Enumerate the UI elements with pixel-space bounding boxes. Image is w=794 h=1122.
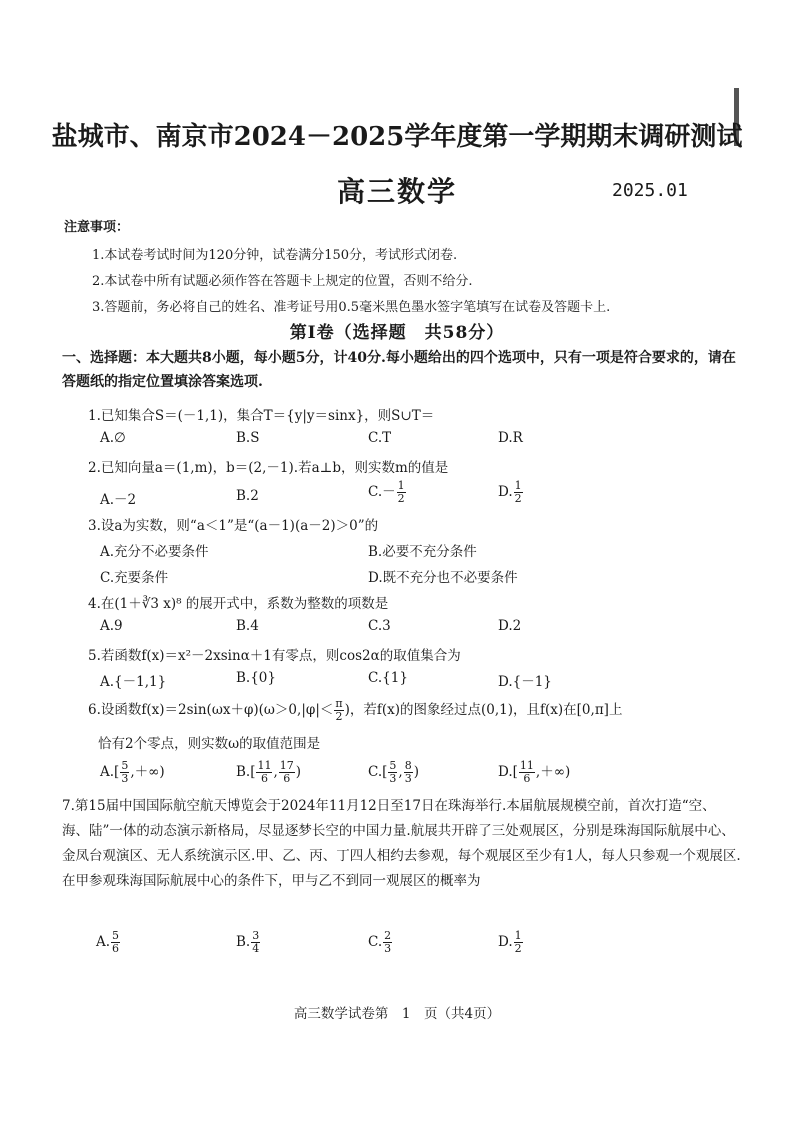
numerator: 5	[112, 929, 120, 942]
q3-option-a: A.充分不必要条件	[100, 544, 209, 560]
fraction	[388, 760, 397, 785]
tail: ,＋∞)	[535, 764, 571, 780]
q2-option-c-prefix: C.－	[368, 484, 396, 500]
numerator: 5	[121, 759, 129, 772]
denominator: 4	[252, 942, 260, 955]
denominator: 6	[283, 772, 291, 785]
q4-option-d: D.2	[498, 618, 522, 634]
q3-option-c: C.充要条件	[100, 570, 169, 586]
question-5-stem: 5.若函数f(x)＝x²－2xsinα＋1有零点，则cos2α的取值集合为	[88, 648, 461, 664]
numerator: 2	[384, 929, 392, 942]
q6-stem-a: 6.设函数f(x)＝2sin(ωx＋φ)(ω＞0,|φ|＜	[88, 702, 334, 718]
label: B.	[236, 934, 251, 950]
exam-date: 2025.01	[612, 180, 688, 201]
q4-option-b: B.4	[236, 618, 259, 634]
bracket: C.[	[368, 764, 388, 780]
q2-option-d	[498, 480, 524, 505]
label: C.	[368, 934, 383, 950]
question-4-stem: 4.在(1＋∛3 x)⁸ 的展开式中，系数为整数的项数是	[88, 596, 389, 612]
numerator: π	[335, 697, 343, 710]
q7-option-b	[236, 930, 261, 955]
page-footer: 高三数学试卷第 1 页（共4页）	[293, 1006, 501, 1022]
fraction	[111, 930, 120, 955]
notice-item-2: 2.本试卷中所有试题必须作答在答题卡上规定的位置，否则不给分.	[92, 274, 473, 289]
numerator: 5	[389, 759, 397, 772]
q4-option-c: C.3	[368, 618, 391, 634]
question-2-stem: 2.已知向量a＝(1,m)，b＝(2,－1).若a⊥b，则实数m的值是	[88, 460, 449, 476]
numerator: 11	[257, 759, 272, 772]
tail: )	[295, 764, 302, 780]
notice-item-1: 1.本试卷考试时间为120分钟，试卷满分150分，考试形式闭卷.	[92, 248, 458, 263]
q3-option-d: D.既不充分也不必要条件	[368, 570, 518, 586]
label: D.	[498, 934, 513, 950]
bracket: B.[	[236, 764, 256, 780]
q6-option-a	[100, 760, 165, 785]
q7-option-d	[498, 930, 524, 955]
numerator: 3	[252, 929, 260, 942]
denominator: 2	[335, 710, 343, 723]
denominator: 3	[384, 942, 392, 955]
q1-option-a: A.∅	[100, 430, 126, 446]
fraction	[404, 760, 413, 785]
fraction	[120, 760, 129, 785]
exam-subject: 高三数学	[336, 175, 457, 208]
exam-title: 盐城市、南京市2024－2025学年度第一学期期末调研测试	[51, 122, 743, 152]
label: A.	[96, 934, 111, 950]
numerator: 1	[514, 929, 522, 942]
q2-option-a: A.－2	[100, 492, 137, 508]
bracket: D.[	[498, 764, 518, 780]
numerator: 1	[514, 479, 522, 492]
q4-option-a: A.9	[100, 618, 123, 634]
numerator: 8	[404, 759, 412, 772]
question-6-stem-line-2: 恰有2个零点，则实数ω的取值范围是	[98, 736, 321, 752]
denominator: 6	[260, 772, 268, 785]
q6-stem-b: )，若f(x)的图象经过点(0,1)，且f(x)在[0,π]上	[344, 702, 623, 718]
tail: )	[413, 764, 419, 780]
fraction	[251, 930, 260, 955]
question-3-stem: 3.设a为实数，则“a＜1”是“(a－1)(a－2)＞0”的	[88, 518, 379, 534]
tail: ,＋∞)	[130, 764, 165, 780]
denominator: 3	[389, 772, 397, 785]
section-instructions: 一、选择题：本大题共8小题，每小题5分，计40分.每小题给出的四个选项中，只有一项是符合要求的，请在答题纸的指定位置填涂答案选项.	[62, 350, 736, 390]
notice-item-3: 3.答题前，务必将自己的姓名、准考证号用0.5毫米黑色墨水签字笔填写在试卷及答题卡上.	[92, 300, 611, 315]
q7-option-a	[96, 930, 121, 955]
denominator: 2	[397, 492, 405, 505]
q2-option-c	[368, 480, 407, 505]
q3-option-b: B.必要不充分条件	[368, 544, 477, 560]
q6-option-b: B.[ $\frac{11}{6}$ , $\frac{17}{6}$ )	[236, 759, 302, 785]
q5-option-a: A.{－1,1}	[100, 674, 167, 690]
q2-option-b: B.2	[236, 488, 259, 504]
denominator: 2	[514, 492, 522, 505]
denominator: 2	[514, 942, 522, 955]
q1-option-d: D.R	[498, 430, 523, 446]
q7-option-c	[368, 930, 393, 955]
denominator: 6	[112, 942, 120, 955]
notice-heading: 注意事项：	[64, 220, 130, 235]
q2-option-d-fraction	[514, 480, 523, 505]
fraction	[256, 760, 272, 785]
denominator: 3	[121, 772, 129, 785]
question-7-stem: 7.第15届中国国际航空航天博览会于2024年11月12日至17日在珠海举行.本届航展规模空前，首次打造“空、海、陆”一体的动态演示新格局，尽显逐梦长空的中国力量.航展共开辟了三处观展区，分别是珠海国际航展中心、金凤台观演区、无人系统演示区.甲、乙、丙、丁四人相约去参观，每个观展区至少有1人，每人只参观一个观展区.在甲参观珠海国际航展中心的条件下，甲与乙不到同一观展区的概率为	[62, 798, 741, 889]
numerator: 1	[397, 479, 405, 492]
q5-option-c: C.{1}	[368, 670, 408, 686]
q6-option-d	[498, 760, 570, 785]
bracket: A.[	[100, 764, 120, 780]
numerator: 17	[279, 759, 294, 772]
q2-option-d-prefix: D.	[498, 484, 513, 500]
numerator: 11	[519, 759, 534, 772]
question-1-stem: 1.已知集合S＝(－1,1)，集合T＝{y|y＝sinx}，则S∪T＝	[88, 408, 435, 424]
q6-option-c: C.[ $\frac{5}{3}$ , $\frac{8}{3}$ )	[368, 759, 419, 785]
q6-pi-over-2	[334, 698, 343, 723]
fraction	[514, 930, 523, 955]
q5-option-b: B.{0}	[236, 670, 276, 686]
fraction	[519, 760, 535, 785]
denominator: 6	[523, 772, 531, 785]
q2-option-c-fraction	[397, 480, 406, 505]
denominator: 3	[404, 772, 412, 785]
fraction	[279, 760, 295, 785]
q1-option-c: C.T	[368, 430, 392, 446]
q5-option-d: D.{－1}	[498, 674, 552, 690]
part-title: 第Ⅰ卷（选择题 共58分）	[289, 323, 505, 343]
q1-option-b: B.S	[236, 430, 260, 446]
question-6-stem-line-1	[88, 698, 622, 723]
fraction	[383, 930, 392, 955]
